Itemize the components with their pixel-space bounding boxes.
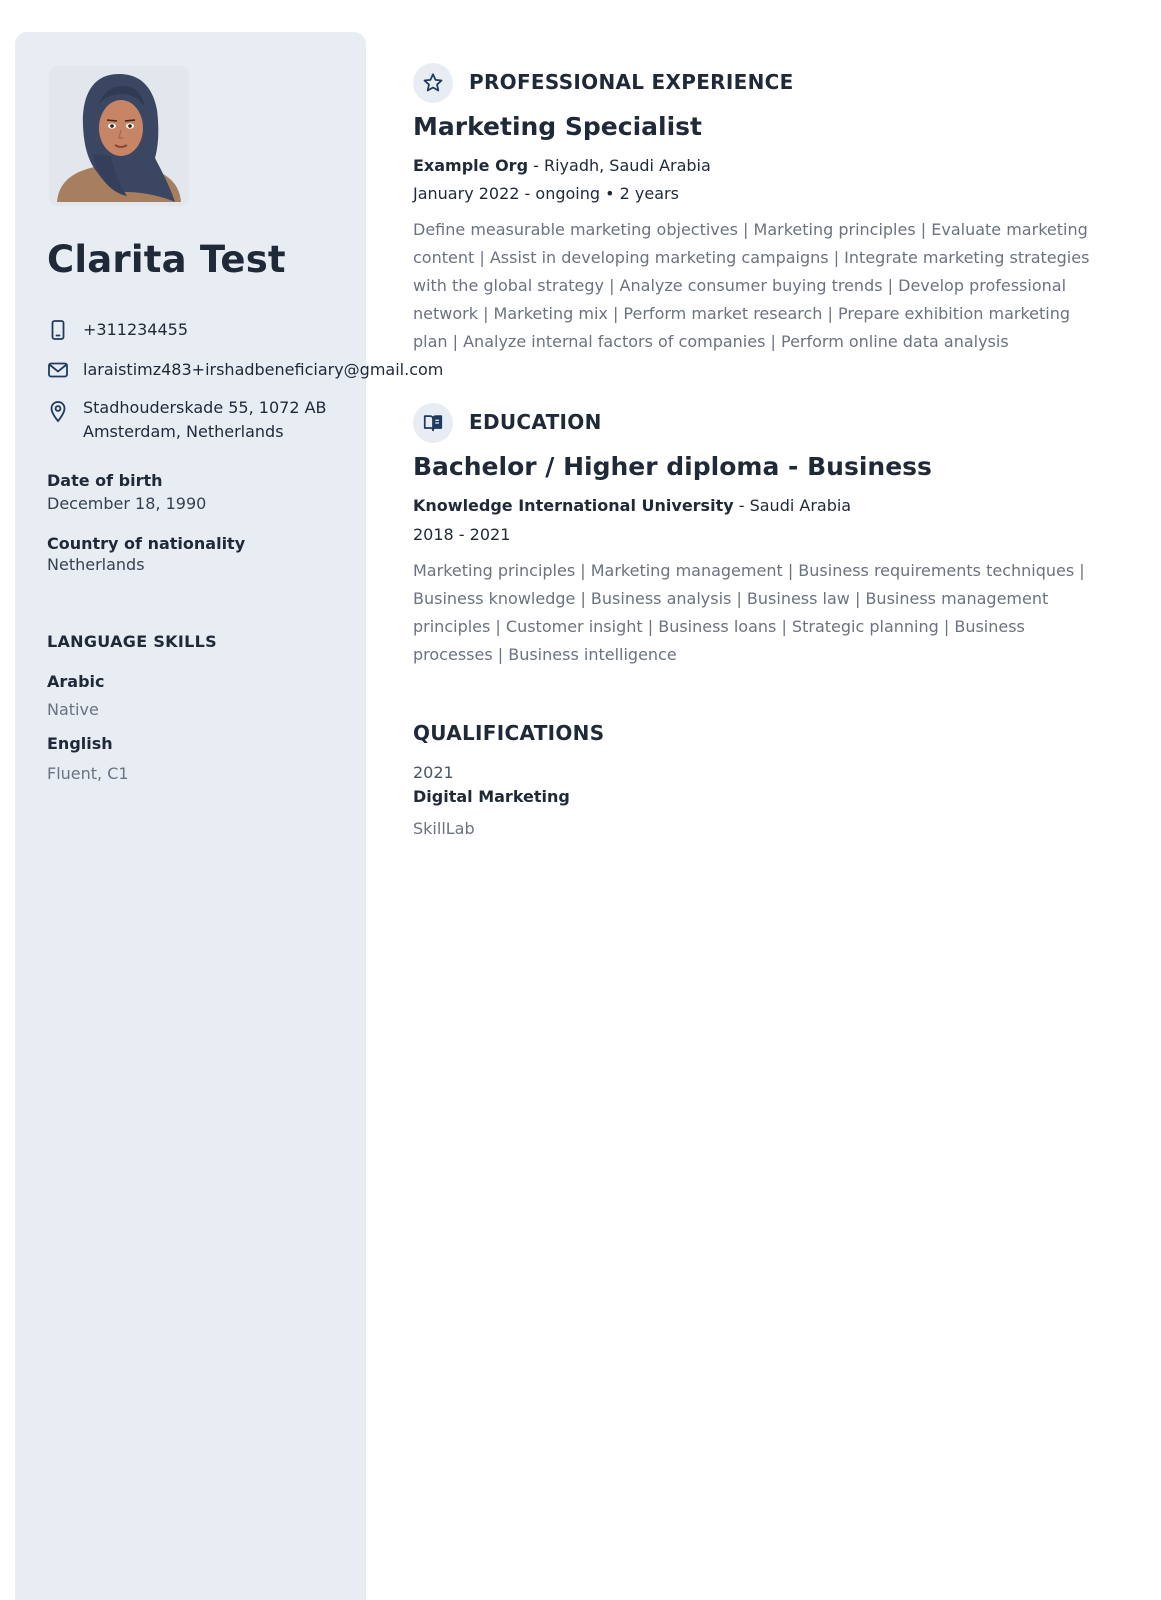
star-icon (413, 63, 453, 103)
language-level: Fluent, C1 (47, 764, 129, 783)
qualifications-heading: QUALIFICATIONS (413, 721, 605, 745)
degree-title: Bachelor / Higher diploma - Business (413, 452, 932, 481)
avatar-illustration (49, 66, 189, 206)
nationality-value: Netherlands (47, 555, 145, 574)
location-pin-icon (47, 400, 69, 424)
education-heading: EDUCATION (469, 410, 602, 434)
employer-name: Example Org (413, 156, 529, 175)
language-level: Native (47, 700, 99, 719)
mail-icon (47, 358, 69, 382)
institution-line (413, 496, 851, 515)
address: Stadhouderskade 55, 1072 AB Amsterdam, Netherlands (83, 398, 327, 441)
language-skills-heading: LANGUAGE SKILLS (47, 632, 217, 651)
address-row (47, 396, 403, 444)
qualification-name: Digital Marketing (413, 787, 570, 806)
education-dates: 2018 - 2021 (413, 525, 511, 544)
language-name: Arabic (47, 672, 105, 691)
qualification-year: 2021 (413, 763, 454, 782)
job-title: Marketing Specialist (413, 112, 702, 141)
candidate-name: Clarita Test (47, 238, 286, 281)
institution-location: - Saudi Arabia (733, 496, 852, 515)
institution-name: Knowledge International University (413, 496, 734, 515)
book-icon (413, 403, 453, 443)
qualification-provider: SkillLab (413, 819, 475, 838)
job-description: Define measurable marketing objectives | Marketing principles | Evaluate marketing content | Assist in developing marketing campaigns | Integrate marketing strategies with the global strategy | Analyze consumer buying trends | Develop professional network | Marketing mix | Perform market research | Prepare exhibition marketing plan | Analyze internal factors of companies | Perform online data analysis (413, 220, 1090, 351)
phone-row (47, 318, 188, 342)
phone-number: +311234455 (83, 320, 189, 339)
phone-icon (47, 318, 69, 342)
nationality-label: Country of nationality (47, 534, 246, 553)
date-of-birth-label: Date of birth (47, 471, 163, 490)
employer-location: - Riyadh, Saudi Arabia (528, 156, 711, 175)
avatar (49, 66, 189, 206)
date-of-birth-value: December 18, 1990 (47, 494, 207, 513)
employer-line (413, 156, 711, 175)
email-address: laraistimz483+irshadbeneficiary@gmail.com (83, 360, 444, 379)
job-dates: January 2022 - ongoing • 2 years (413, 184, 679, 203)
education-description: Marketing principles | Marketing management | Business requirements techniques | Business knowledge | Business analysis | Business law | Business management principles | Customer insight | Business loans | Strategic planning | Business processes | Business intelligence (413, 561, 1085, 664)
email-row (47, 358, 443, 382)
experience-heading: PROFESSIONAL EXPERIENCE (469, 70, 794, 94)
language-name: English (47, 734, 113, 753)
